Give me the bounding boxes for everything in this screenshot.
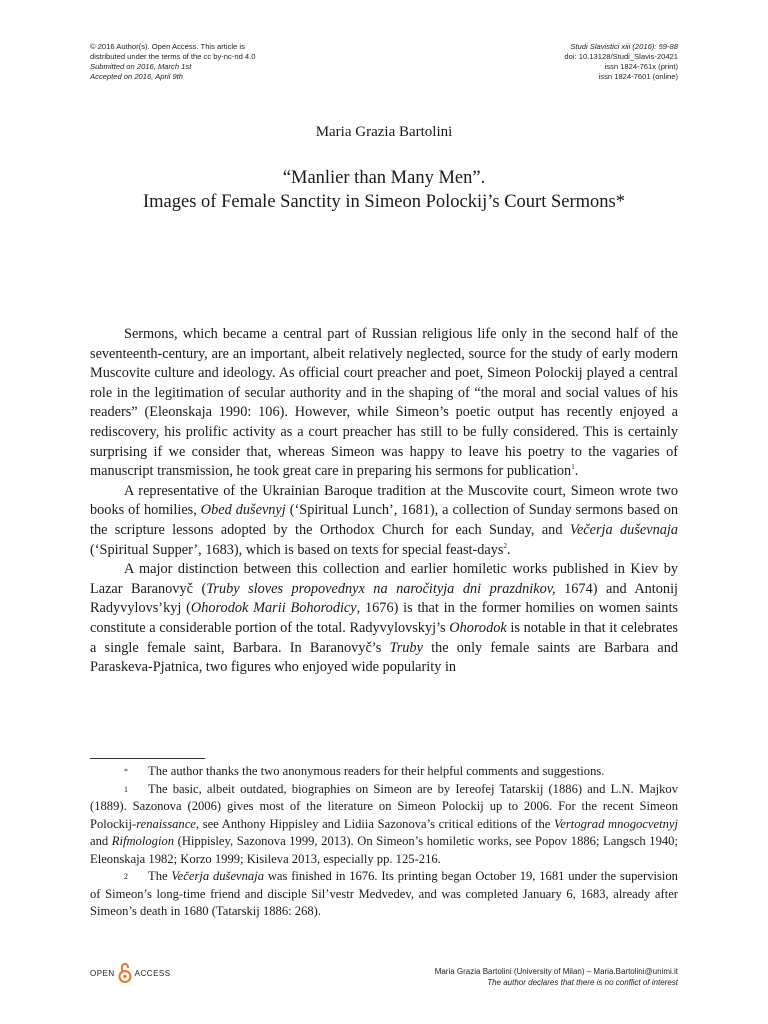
issn-print: issn 1824-761x (print) [604, 62, 678, 71]
open-access-label: ACCESS [134, 968, 171, 978]
issn-online: issn 1824-7601 (online) [598, 72, 678, 81]
footnotes [90, 763, 678, 921]
paragraph: A representative of the Ukrainian Baroque tradition at the Muscovite court, Simeon wrote two books of homilies, Obed duševnyj (‘Spiritual Lunch’, 1681), a collection of Sunday sermons based on the scripture lessons adopted by the Orthodox Church for each Sunday, and Večerja duševnaja (‘Spiritual Supper’, 1683), which is based on texts for special feast-days$^2$. [90, 482, 678, 558]
paragraph: A major distinction between this collection and earlier homiletic works published in Kiev by Lazar Baranovyč (Truby sloves propovednyx na naročityja dni prazdnikov, 1674) and Antonij Radyvylovs’kyj (Ohorodok Marii Bohorodicy, 1676) is that in the former homilies on women saints constitute a considerable portion of the total. Radyvylovskyj’s Ohorodok is notable in that it celebrates a single female saint, Barbara. In Baranovyč’s Truby the only female saints are Barbara and Paraskeva-Pjatnica, two figures who enjoyed wide popularity in [90, 561, 679, 676]
footnote-mark: * [124, 767, 128, 776]
footer-author-info [435, 966, 678, 988]
footnote-mark: 2 [124, 872, 128, 881]
footnote: * The author thanks the two anonymous readers for their helpful comments and suggestions. [90, 763, 678, 781]
conflict-statement: The author declares that there is no conflict of interest [487, 978, 678, 987]
footnote: 1 The basic, albeit outdated, biographies on Simeon are by Iereofej Tatarskij (1886) and L.N. Majkov (1889). Sazonova (2006) gives most of the literature on Simeon Polockij up to 2006. For the recent Simeon Polockij-renaissance, see Anthony Hippisley and Lidiia Sazonova’s critical editions of the Vertograd mnogocvetnyj and Rifmologion (Hippisley, Sazonova 1999, 2013). On Simeon’s homiletic works, see Popov 1886; Langsch 1940; Eleonskaja 1982; Korzo 1999; Kisileva 2013, especially pp. 125-216. [90, 781, 678, 866]
accepted-date: Accepted on 2016, April 9th [90, 72, 184, 81]
license-line: distributed under the terms of the cc by-nc-nd 4.0 [90, 52, 256, 61]
header-license-info [90, 42, 255, 82]
footnote-ref[interactable]: 1 [571, 463, 575, 472]
footnote: 2 The Večerja duševnaja was finished in 1676. Its printing began October 19, 1681 under the supervision of Simeon’s long-time friend and disciple Sil’vestr Medvedev, and was completed January 6, 1683, already after Simeon’s death in 1680 (Tatarskij 1886: 268). [90, 869, 678, 918]
article-title [0, 166, 768, 214]
author-affiliation[interactable]: Maria Grazia Bartolini (University of Milan) – Maria.Bartolini@unimi.it [434, 967, 678, 976]
license-line: © 2016 Author(s). Open Access. This article is [90, 42, 245, 51]
submitted-date: Submitted on 2016, March 1st [90, 62, 192, 71]
open-access-lock-icon [118, 962, 132, 984]
open-access-logo [90, 962, 171, 984]
article-body [90, 325, 678, 678]
doi[interactable]: doi: 10.13128/Studi_Slavis-20421 [564, 52, 678, 61]
title-line: Images of Female Sanctity in Simeon Polockij’s Court Sermons* [143, 192, 625, 212]
header-journal-info [564, 42, 678, 82]
footnote-divider [90, 758, 205, 759]
article-author: Maria Grazia Bartolini [315, 124, 453, 140]
paragraph: Sermons, which became a central part of Russian religious life only in the second half of the seventeenth-century, are an important, albeit relatively neglected, source for the study of early modern Muscovite culture and ideology. As official court preacher and poet, Simeon Polockij played a central role in the legitimation of secular authority and in the shaping of “the moral and social values of his readers” (Eleonskaja 1990: 106). However, while Simeon’s poetic output has recently enjoyed a rediscovery, his prolific activity as a court preacher has still to be fully considered. This is certainly surprising if we consider that, whereas Simeon was happy to leave his poetry to the vagaries of manuscript transmission, he took great care in preparing his sermons for publication$^1$. [90, 326, 678, 480]
footnote-mark: 1 [124, 784, 128, 794]
title-line: “Manlier than Many Men”. [282, 168, 486, 188]
footnote-ref[interactable]: 2 [503, 541, 507, 550]
journal-citation: Studi Slavistici xiii (2016): 59-88 [570, 42, 678, 51]
open-access-label: OPEN [90, 968, 115, 978]
